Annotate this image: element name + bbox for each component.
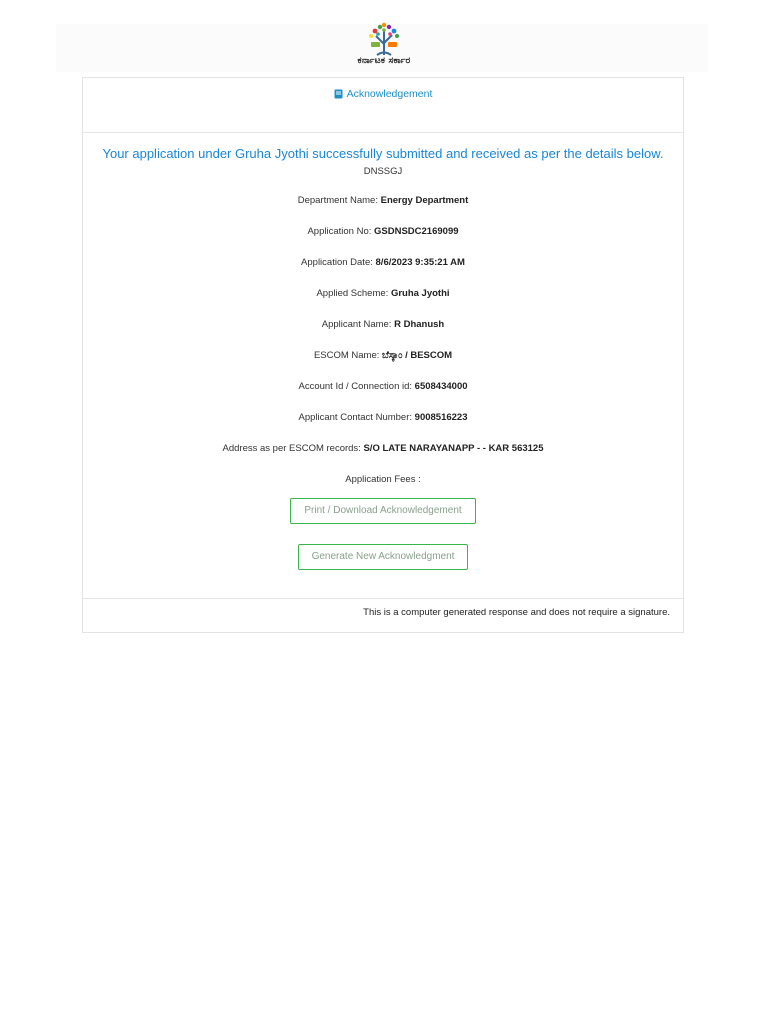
detail-row-escom-name [83,340,683,371]
detail-label: Application Date: [301,257,376,268]
detail-value: ಬೆಸ್ಕಾಂ / BESCOM [382,350,453,361]
detail-value: S/O LATE NARAYANAPP - - KAR 563125 [363,443,544,454]
detail-label: ESCOM Name: [313,350,383,361]
acknowledgement-label: Acknowledgement [346,88,433,100]
acknowledgement-card [82,77,684,633]
detail-value: Gruha Jyothi [390,288,450,299]
book-icon [334,89,343,99]
govt-logo [352,22,416,72]
detail-row-account-id [83,371,683,402]
detail-value: Energy Department [380,195,469,206]
detail-row-application-no [83,216,683,247]
card-body [83,146,683,570]
detail-row-application-date [83,247,683,278]
detail-label: Application Fees : [345,474,421,485]
govt-name: ಕರ್ನಾಟಕ ಸರ್ಕಾರ [357,56,411,66]
generate-new-acknowledgment-button[interactable]: Generate New Acknowledgment [298,544,469,570]
detail-row-applicant-name [83,309,683,340]
card-footer [83,598,683,632]
details-list [83,185,683,495]
footer-note: This is a computer generated response and does not require a signature. [363,607,670,618]
detail-row-application-fees [83,464,683,495]
detail-label: Account Id / Connection id: [298,381,415,392]
card-header [83,78,683,133]
detail-value: 9008516223 [414,412,468,423]
detail-value: R Dhanush [394,319,445,330]
detail-value: 6508434000 [414,381,468,392]
detail-row-contact-number [83,402,683,433]
scheme-code: DNSSGJ [363,166,403,177]
detail-label: Applicant Name: [321,319,395,330]
detail-label: Address as per ESCOM records: [222,443,364,454]
acknowledgement-heading [334,88,433,100]
detail-label: Application No: [307,226,375,237]
tree-icon [361,22,407,56]
detail-row-department [83,185,683,216]
detail-row-applied-scheme [83,278,683,309]
detail-row-address [83,433,683,464]
success-message: Your application under Gruha Jyothi successfully submitted and received as per the details below. [102,146,664,161]
detail-label: Applied Scheme: [316,288,391,299]
detail-label: Department Name: [297,195,381,206]
print-download-button[interactable]: Print / Download Acknowledgement [290,498,475,524]
detail-label: Applicant Contact Number: [298,412,415,423]
detail-value: 8/6/2023 9:35:21 AM [375,257,465,268]
detail-value: GSDNSDC2169099 [374,226,459,237]
